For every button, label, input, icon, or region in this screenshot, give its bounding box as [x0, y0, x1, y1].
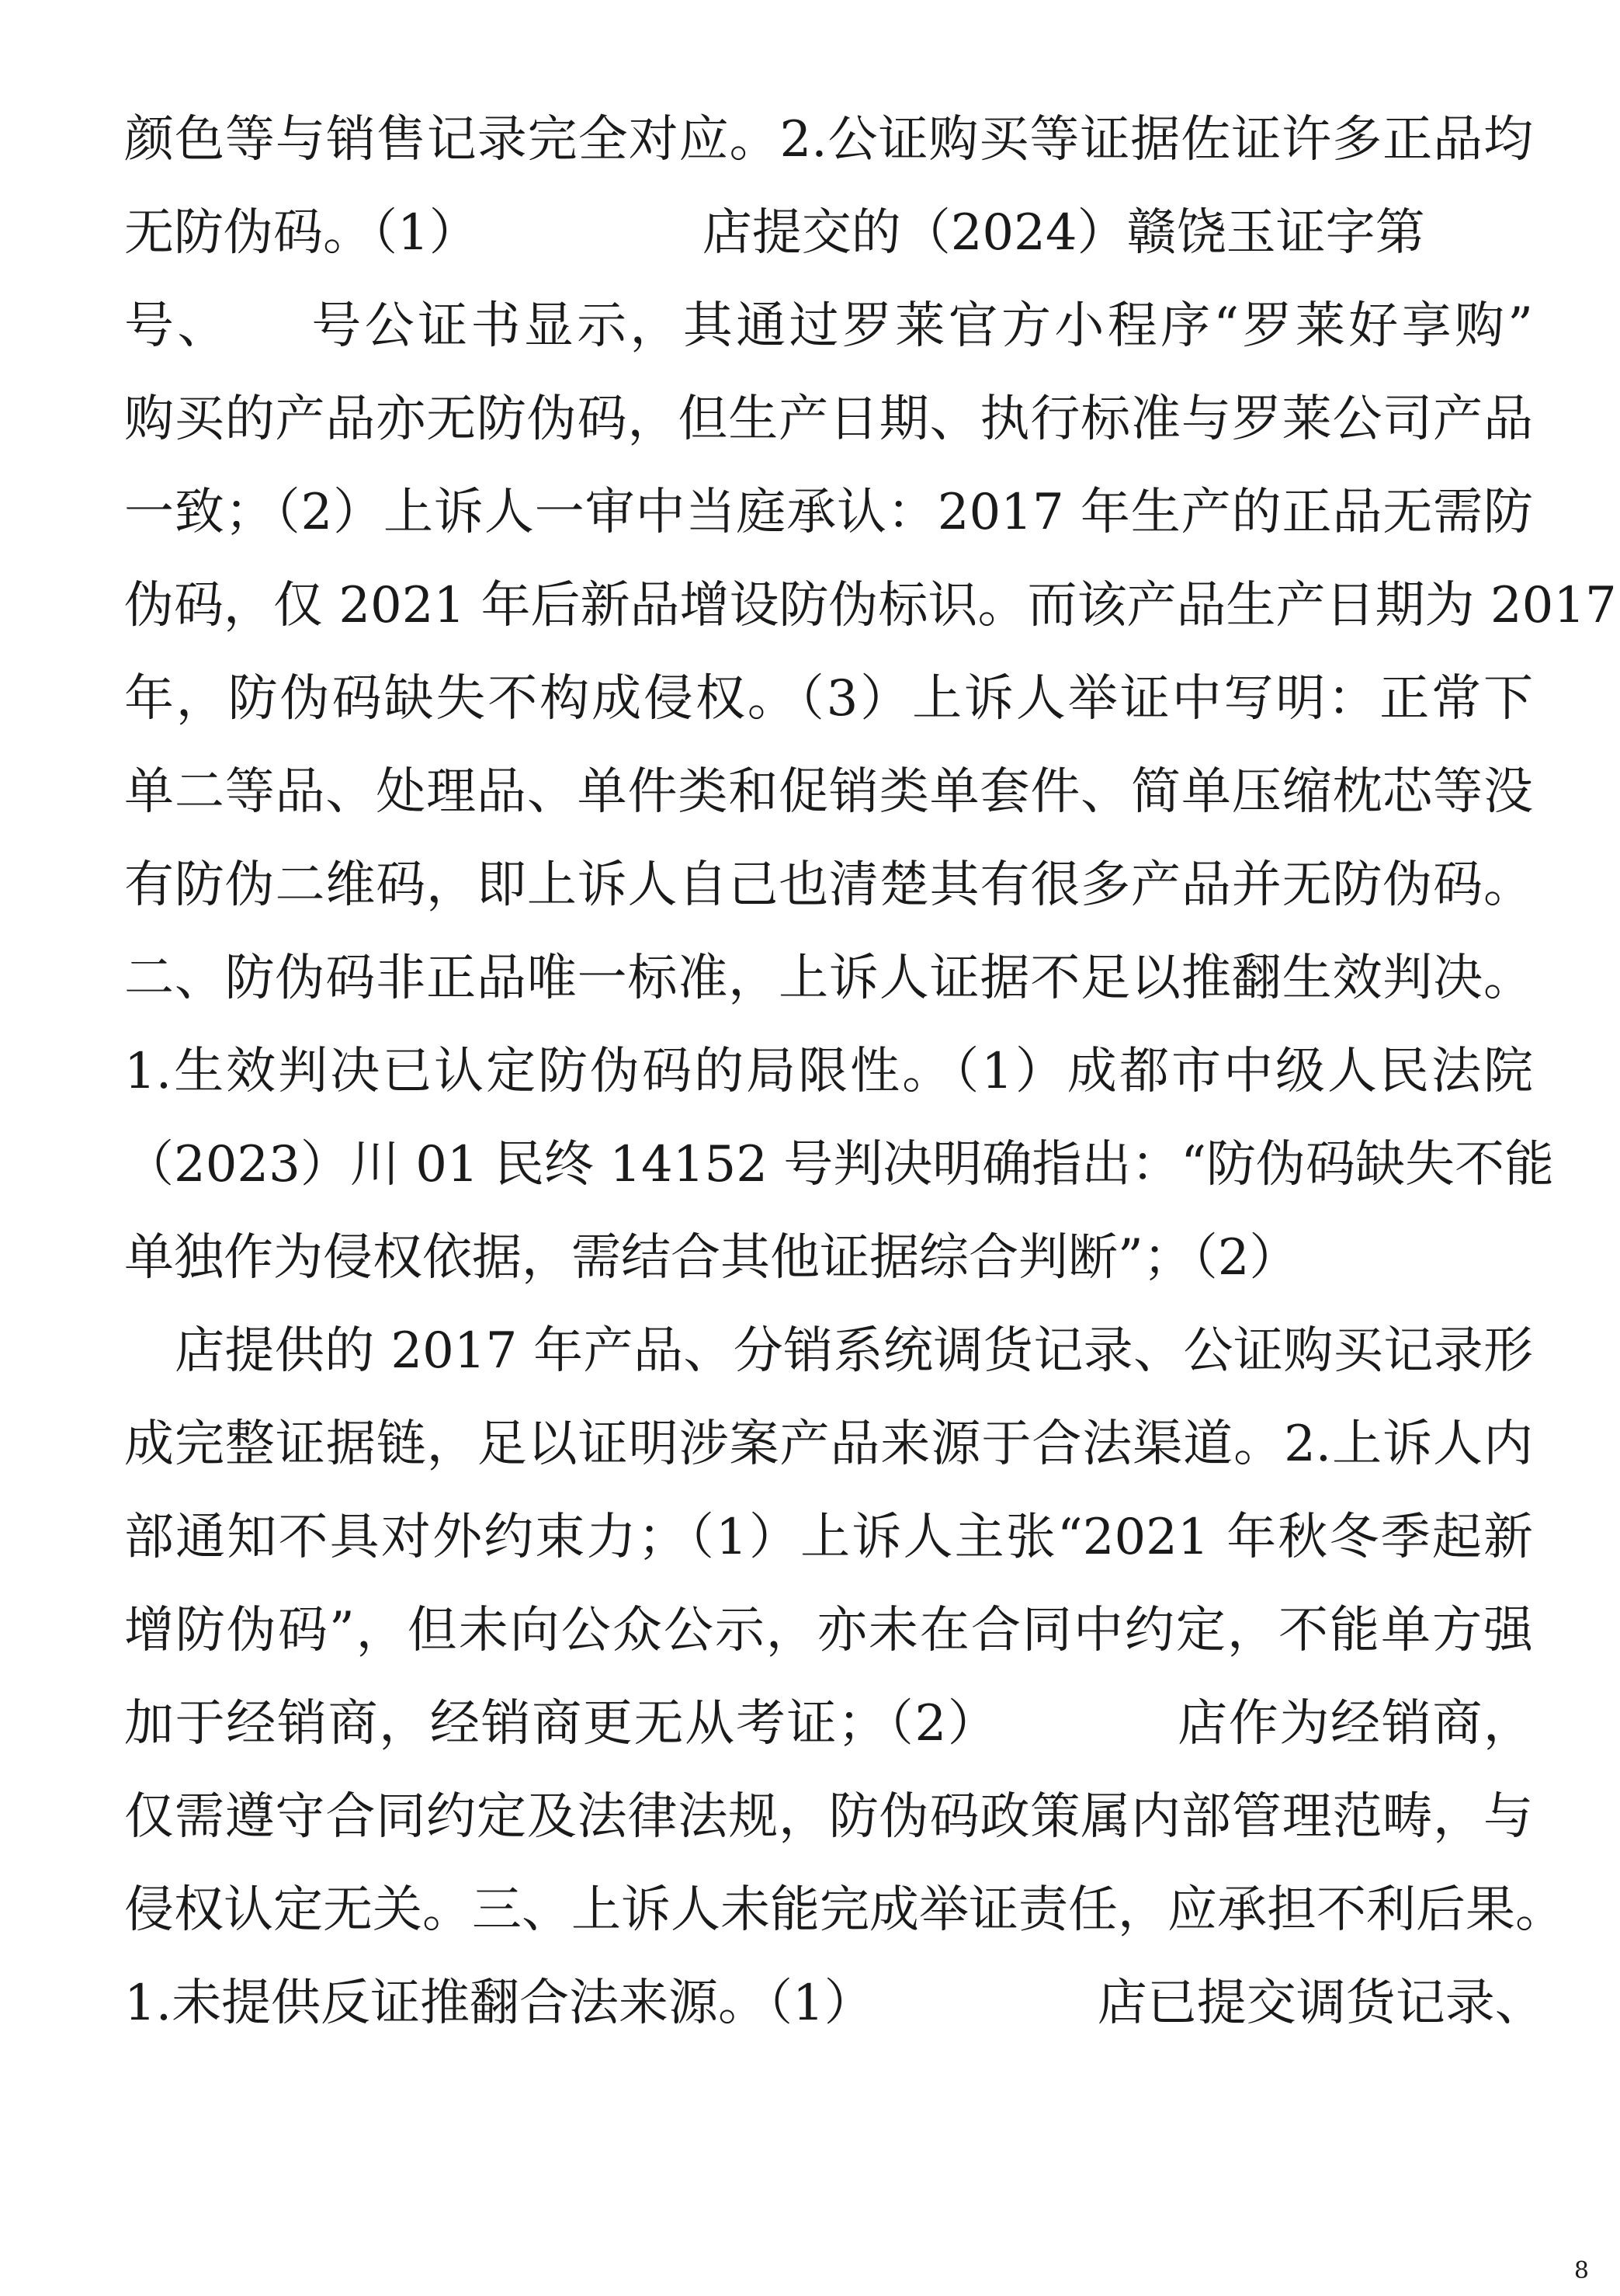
paragraph-line: 号、 号公证书显示，其通过罗莱官方小程序“罗莱好享购” [124, 297, 1533, 355]
paragraph-line: 成完整证据链，足以证明涉案产品来源于合法渠道。2.上诉人内 [124, 1415, 1533, 1473]
section-heading-line: 二、防伪码非正品唯一标准，上诉人证据不足以推翻生效判决。 [124, 950, 1533, 1007]
paragraph-line: 购买的产品亦无防伪码，但生产日期、执行标准与罗莱公司产品 [124, 391, 1533, 448]
paragraph-line: 1.生效判决已认定防伪码的局限性。（1）成都市中级人民法院 [124, 1043, 1533, 1100]
paragraph-line: （2023）川 01 民终 14152 号判决明确指出：“防伪码缺失不能 [124, 1136, 1554, 1193]
paragraph-line: 部通知不具对外约束力；（1）上诉人主张“2021 年秋冬季起新 [124, 1509, 1533, 1566]
paragraph-line: 年，防伪码缺失不构成侵权。（3）上诉人举证中写明：正常下 [124, 670, 1533, 728]
paragraph-line: 单独作为侵权依据，需结合其他证据综合判断”；（2） [124, 1229, 1299, 1287]
paragraph-line: 增防伪码”，但未向公众公示，亦未在合同中约定，不能单方强 [124, 1602, 1533, 1659]
paragraph-line: 有防伪二维码，即上诉人自己也清楚其有很多产品并无防伪码。 [124, 856, 1533, 914]
page-number: 8 [1573, 2257, 1589, 2284]
paragraph-line: 颜色等与销售记录完全对应。2.公证购买等证据佐证许多正品均 [124, 111, 1533, 168]
paragraph-line: 无防伪码。（1） 店提交的（2024）赣饶玉证字第 [124, 204, 1425, 262]
paragraph-line: 1.未提供反证推翻合法来源。（1） 店已提交调货记录、 [124, 1975, 1545, 2032]
paragraph-line: 单二等品、处理品、单件类和促销类单套件、简单压缩枕芯等没 [124, 763, 1533, 821]
paragraph-line: 加于经销商，经销商更无从考证；（2） 店作为经销商， [124, 1695, 1533, 1752]
paragraph-line: 仅需遵守合同约定及法律法规，防伪码政策属内部管理范畴，与 [124, 1788, 1533, 1846]
paragraph-line: 店提供的 2017 年产品、分销系统调货记录、公证购买记录形 [175, 1322, 1533, 1380]
paragraph-line: 伪码，仅 2021 年后新品增设防伪标识。而该产品生产日期为 2017 [124, 577, 1617, 634]
paragraph-line: 一致；（2）上诉人一审中当庭承认：2017 年生产的正品无需防 [124, 484, 1533, 541]
section-heading-line: 侵权认定无关。三、上诉人未能完成举证责任，应承担不利后果。 [124, 1881, 1565, 1939]
